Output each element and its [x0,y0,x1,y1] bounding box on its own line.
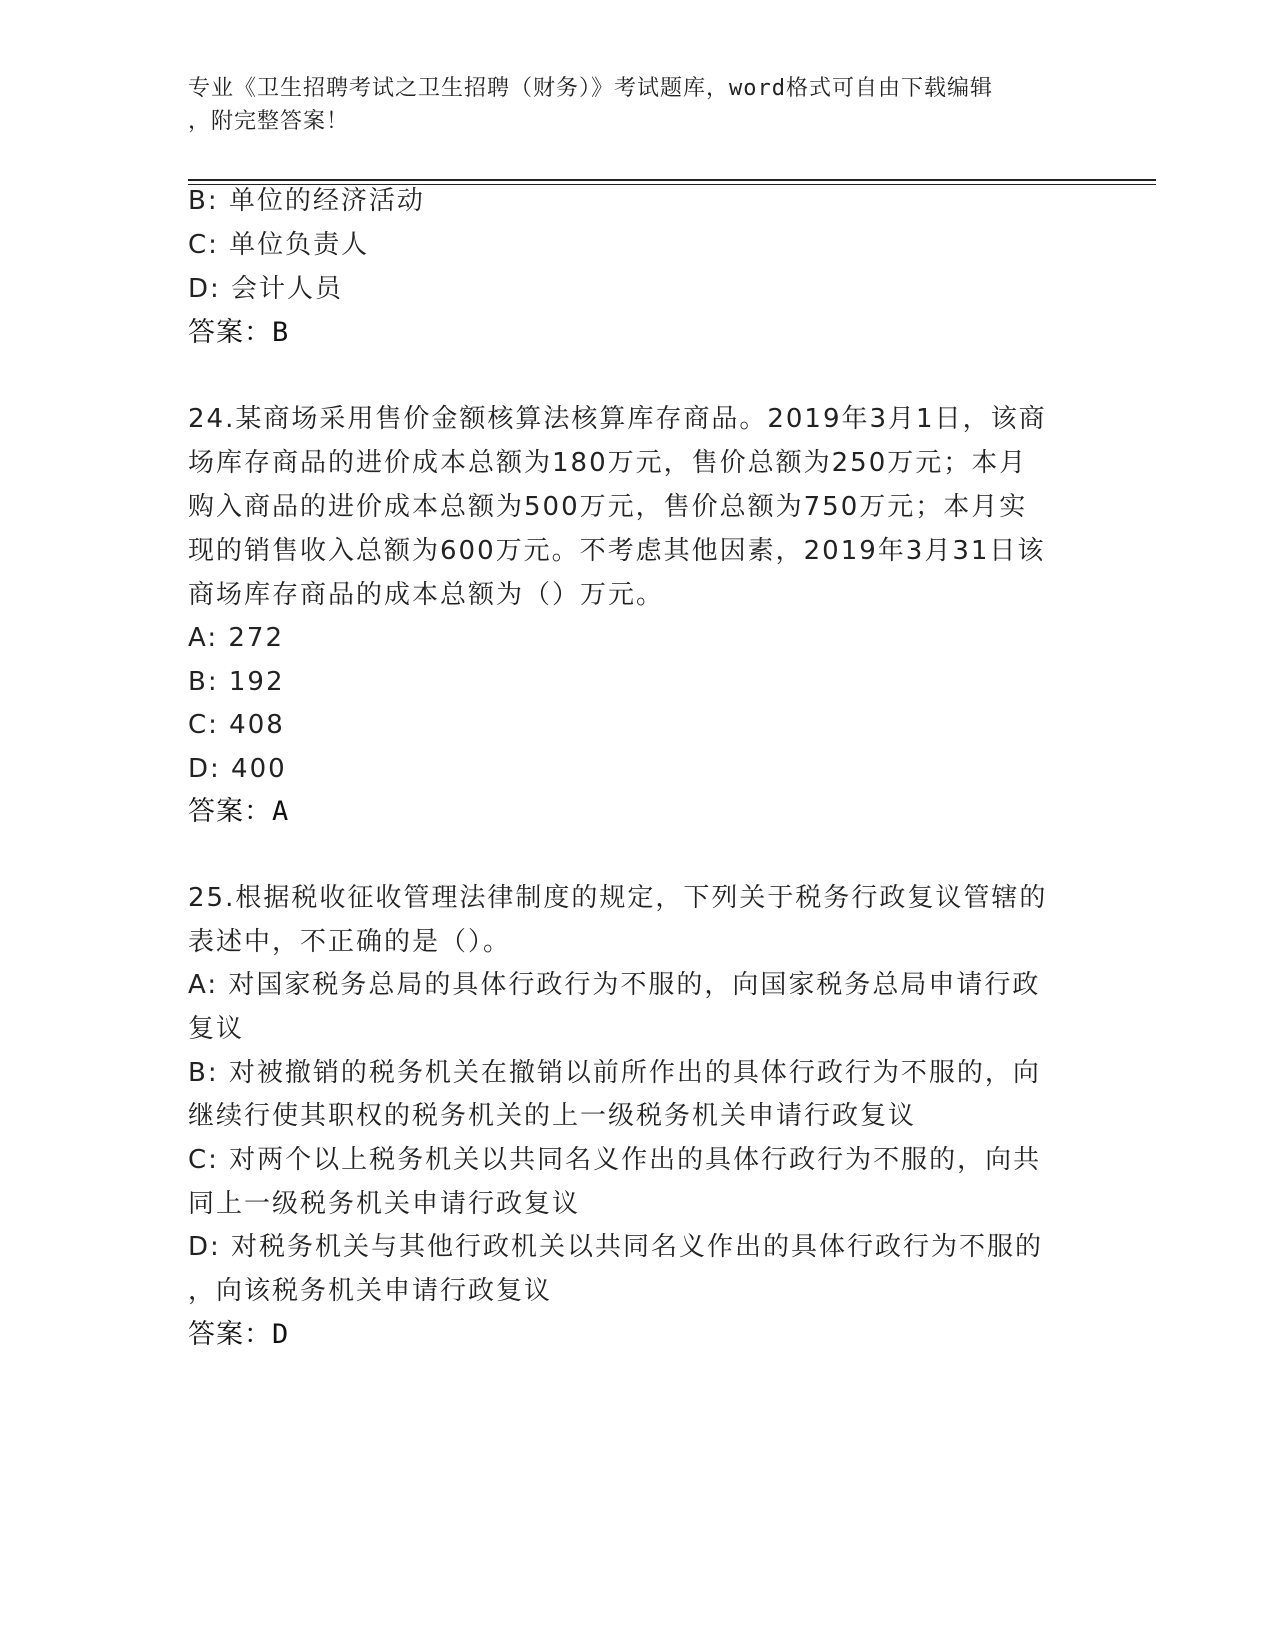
q25-option-a-line-2: 复议 [188,1014,245,1044]
q24-option-c: C: 408 [188,710,285,740]
q25-option-a-line-1: A: 对国家税务总局的具体行政行为不服的，向国家税务总局申请行政 [188,970,1041,1000]
header-line-2: ，附完整答案！ [188,109,350,134]
prev-option-b: B: 单位的经济活动 [188,186,425,216]
q25-option-c-line-1: C: 对两个以上税务机关以共同名义作出的具体行政行为不服的，向共 [188,1145,1042,1175]
q24-text-line-1: 24.某商场采用售价金额核算法核算库存商品。2019年3月1日，该商 [188,404,1047,434]
q24-option-a: A: 272 [188,623,284,653]
q25-option-d-line-1: D: 对税务机关与其他行政机关以共同名义作出的具体行政行为不服的 [188,1232,1044,1262]
header-line-1: 专业《卫生招聘考试之卫生招聘（财务）》考试题库，word格式可自由下载编辑 [188,76,993,101]
prev-option-d: D: 会计人员 [188,274,344,304]
answer-label: 答案： [188,317,272,348]
q25-option-b-line-1: B: 对被撤销的税务机关在撤销以前所作出的具体行政行为不服的，向 [188,1058,1041,1088]
answer-value: A [272,796,290,827]
prev-answer [188,310,289,356]
q24-option-b: B: 192 [188,667,285,697]
q24-text-line-3: 购入商品的进价成本总额为500万元，售价总额为750万元；本月实 [188,492,1028,522]
q25-text-line-2: 表述中，不正确的是（）。 [188,927,512,957]
answer-value: D [272,1319,290,1350]
q24-answer [188,789,289,835]
q24-text-line-4: 现的销售收入总额为600万元。不考虑其他因素，2019年3月31日该 [188,536,1046,566]
prev-option-c: C: 单位负责人 [188,230,370,260]
q25-option-d-line-2: ，向该税务机关申请行政复议 [188,1276,553,1306]
q24-option-d: D: 400 [188,754,287,784]
q24-text-line-5: 商场库存商品的成本总额为（）万元。 [188,580,665,610]
q25-option-c-line-2: 同上一级税务机关申请行政复议 [188,1189,581,1219]
answer-label: 答案： [188,1319,272,1350]
answer-value: B [272,317,290,348]
q24-text-line-2: 场库存商品的进价成本总额为180万元，售价总额为250万元；本月 [188,448,1028,478]
answer-label: 答案： [188,796,272,827]
q25-text-line-1: 25.根据税收征收管理法律制度的规定，下列关于税务行政复议管辖的 [188,883,1048,913]
document-header [188,72,1088,138]
q25-answer [188,1312,289,1358]
q25-option-b-line-2: 继续行使其职权的税务机关的上一级税务机关申请行政复议 [188,1101,917,1131]
